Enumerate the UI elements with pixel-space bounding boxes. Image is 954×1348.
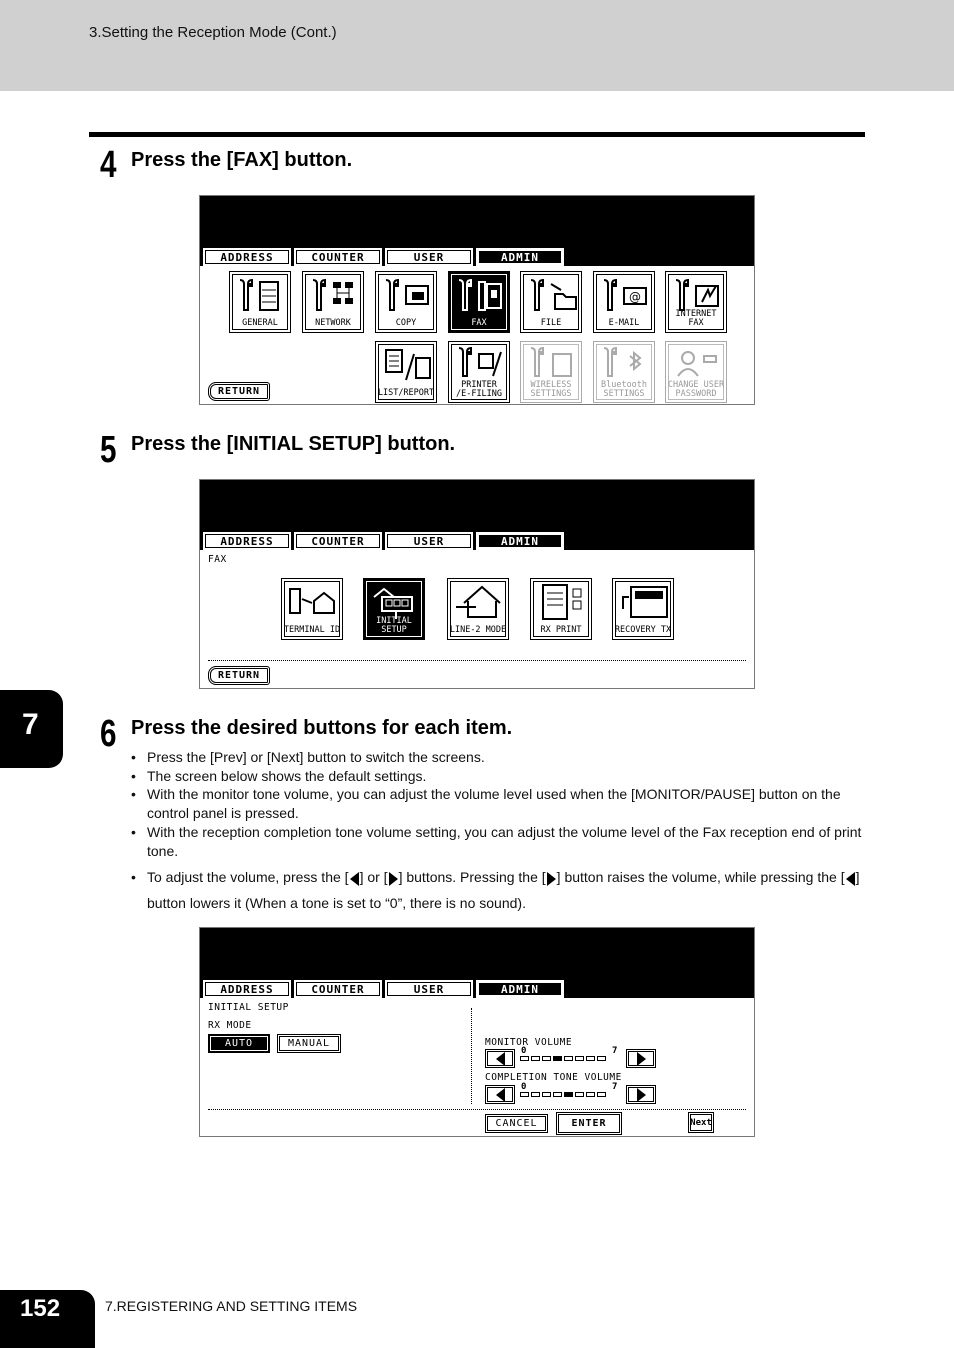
volume-segment <box>531 1056 540 1061</box>
completion-volume-label: COMPLETION TONE VOLUME <box>485 1072 622 1083</box>
mode-tabs <box>203 532 564 550</box>
general-button[interactable] <box>229 271 291 333</box>
line2-mode-label: LINE-2 MODE <box>449 625 507 635</box>
right-arrow-icon <box>389 872 398 886</box>
tab-address[interactable]: ADDRESS <box>203 980 291 998</box>
volume-segment <box>553 1092 562 1097</box>
recovery-tx-icon <box>617 583 671 621</box>
network-label: NETWORK <box>315 318 351 328</box>
note-item: • Press the [Prev] or [Next] button to switch the screens. <box>131 748 871 767</box>
volume-segment <box>531 1092 540 1097</box>
volume-segment <box>542 1056 551 1061</box>
list-report-button[interactable] <box>375 341 437 403</box>
note-item: • The screen below shows the default settings. <box>131 767 871 786</box>
tab-counter[interactable]: COUNTER <box>294 248 382 266</box>
section-rule <box>89 132 865 137</box>
step-number: 4 <box>100 144 117 186</box>
recovery-tx-label: RECOVERY TX <box>614 625 672 635</box>
wrench-network-icon <box>307 276 361 314</box>
rx-mode-label: RX MODE <box>208 1020 252 1031</box>
printer-efiling-button[interactable] <box>448 341 510 403</box>
svg-text:@: @ <box>629 290 641 304</box>
file-label: FILE <box>540 318 562 328</box>
monitor-volume-level <box>520 1047 606 1061</box>
left-arrow-icon <box>846 872 855 886</box>
volume-segment <box>520 1092 529 1097</box>
volume-segment <box>520 1056 529 1061</box>
terminal-id-button[interactable] <box>281 578 343 640</box>
wrench-folder-icon <box>525 276 579 314</box>
left-arrow-icon <box>496 1052 505 1066</box>
list-report-label: LIST/REPORT <box>377 388 435 398</box>
column-divider <box>471 1008 472 1104</box>
right-arrow-icon <box>637 1088 646 1102</box>
volume-segment <box>564 1092 573 1097</box>
list-report-icon <box>380 346 434 384</box>
right-arrow-icon <box>637 1052 646 1066</box>
wireless-settings-label <box>521 381 581 399</box>
copy-label: COPY <box>395 318 417 328</box>
admin-menu-screen <box>199 195 755 405</box>
tab-user[interactable]: USER <box>385 532 473 550</box>
bluetooth-label-line2: SETTINGS <box>603 389 645 399</box>
initial-setup-screen <box>199 927 755 1137</box>
enter-button[interactable]: ENTER <box>556 1112 622 1135</box>
left-arrow-icon <box>496 1088 505 1102</box>
wrench-fax-icon <box>453 276 507 314</box>
screen-breadcrumb: FAX <box>208 554 227 565</box>
email-label: E-MAIL <box>608 318 640 328</box>
house-line-icon <box>452 583 506 621</box>
internet-fax-button[interactable] <box>665 271 727 333</box>
wrench-copier-icon <box>380 276 434 314</box>
volume-segment <box>553 1056 562 1061</box>
screen-title: INITIAL SETUP <box>208 1002 289 1013</box>
wrench-mail-icon <box>598 276 652 314</box>
printer-label-line2: /E-FILING <box>455 389 503 399</box>
tab-address[interactable]: ADDRESS <box>203 532 291 550</box>
volume-max-label: 7 <box>612 1046 618 1056</box>
next-button[interactable]: Next <box>688 1112 714 1133</box>
note-item <box>131 864 871 916</box>
terminal-house-icon <box>286 583 340 621</box>
rx-print-document-icon <box>535 583 589 621</box>
screen-divider <box>208 660 746 661</box>
chapter-number: 7 <box>22 708 39 741</box>
tab-admin[interactable]: ADMIN <box>476 980 564 998</box>
volume-segment <box>586 1056 595 1061</box>
bluetooth-settings-label <box>594 381 654 399</box>
change-label-line1: CHANGE USER <box>667 380 725 390</box>
wrench-printer-icon <box>234 276 288 314</box>
internet-fax-label: INTERNET FAX <box>675 309 717 328</box>
copy-button[interactable] <box>375 271 437 333</box>
header-band <box>0 0 954 91</box>
tab-admin[interactable]: ADMIN <box>476 532 564 550</box>
initial-setup-label: INITIAL SETUP <box>376 616 412 635</box>
note-text: ] button lowers it (When a tone is set to “0”, there is no sound). <box>147 869 860 912</box>
completion-volume-down-button[interactable] <box>485 1085 515 1104</box>
mode-tabs <box>203 248 564 266</box>
note-item: • With the monitor tone volume, you can adjust the volume level used when the [MONITOR/PAUSE] button on the control panel is pressed. <box>131 785 871 822</box>
running-header: 3.Setting the Reception Mode (Cont.) <box>89 24 337 41</box>
wireless-settings-button <box>520 341 582 403</box>
manual-button[interactable]: MANUAL <box>277 1034 341 1053</box>
volume-segment <box>575 1056 584 1061</box>
screen-divider <box>208 1109 746 1110</box>
note-text: ] buttons. Pressing the [ <box>398 869 546 886</box>
step-title: Press the [INITIAL SETUP] button. <box>131 433 456 455</box>
network-button[interactable] <box>302 271 364 333</box>
step-title: Press the [FAX] button. <box>131 149 353 171</box>
return-button[interactable]: RETURN <box>208 382 270 401</box>
note-text: To adjust the volume, press the [ <box>147 869 349 886</box>
mode-tabs <box>203 980 564 998</box>
general-label: GENERAL <box>242 318 278 328</box>
user-key-icon <box>670 346 724 384</box>
email-button[interactable] <box>593 271 655 333</box>
step-6-notes <box>131 748 871 916</box>
volume-segment <box>564 1056 573 1061</box>
bluetooth-label-line1: Bluetooth <box>600 380 648 390</box>
volume-min-label: 0 <box>521 1046 527 1056</box>
note-item: • With the reception completion tone volume setting, you can adjust the volume level of the Fax reception end of print tone. <box>131 823 871 860</box>
tab-counter[interactable]: COUNTER <box>294 980 382 998</box>
step-number: 6 <box>100 713 117 755</box>
tab-user[interactable]: USER <box>385 980 473 998</box>
page-number-box <box>0 1290 95 1348</box>
tab-user[interactable]: USER <box>385 248 473 266</box>
file-button[interactable] <box>520 271 582 333</box>
cancel-button[interactable]: CANCEL <box>485 1114 548 1133</box>
tab-address[interactable]: ADDRESS <box>203 248 291 266</box>
printer-efiling-label <box>449 381 509 399</box>
volume-segment <box>542 1092 551 1097</box>
line2-mode-button[interactable] <box>447 578 509 640</box>
note-text: ] button raises the volume, while pressing the [ <box>556 869 845 886</box>
monitor-volume-label: MONITOR VOLUME <box>485 1037 573 1048</box>
terminal-id-label: TERMINAL ID <box>283 625 341 635</box>
volume-segment <box>597 1092 606 1097</box>
monitor-volume-up-button[interactable] <box>626 1049 656 1068</box>
monitor-volume-down-button[interactable] <box>485 1049 515 1068</box>
completion-volume-level <box>520 1083 606 1097</box>
note-text: ] or [ <box>359 869 388 886</box>
fax-button[interactable] <box>448 271 510 333</box>
auto-button[interactable]: AUTO <box>208 1034 270 1053</box>
volume-max-label: 7 <box>612 1082 618 1092</box>
rx-print-label: RX PRINT <box>540 625 582 635</box>
completion-volume-up-button[interactable] <box>626 1085 656 1104</box>
fax-menu-screen <box>199 479 755 689</box>
printer-label-line1: PRINTER <box>461 380 497 390</box>
step-number: 5 <box>100 429 117 471</box>
wrench-bluetooth-icon <box>598 346 652 384</box>
change-user-password-button <box>665 341 727 403</box>
wireless-label-line1: WIRELESS <box>530 380 572 390</box>
page-number: 152 <box>20 1295 61 1322</box>
initial-setup-button[interactable] <box>363 578 425 640</box>
right-arrow-icon <box>547 872 556 886</box>
recovery-tx-button[interactable] <box>612 578 674 640</box>
tab-counter[interactable]: COUNTER <box>294 532 382 550</box>
left-arrow-icon <box>350 872 359 886</box>
step-title: Press the desired buttons for each item. <box>131 717 513 739</box>
bluetooth-settings-button <box>593 341 655 403</box>
rx-print-button[interactable] <box>530 578 592 640</box>
chapter-tab <box>0 690 63 768</box>
change-label-line2: PASSWORD <box>675 389 717 399</box>
fax-label: FAX <box>471 318 487 328</box>
wrench-wireless-icon <box>525 346 579 384</box>
volume-segment <box>586 1092 595 1097</box>
volume-min-label: 0 <box>521 1082 527 1092</box>
wrench-printer-efiling-icon <box>453 346 507 384</box>
return-button[interactable]: RETURN <box>208 666 270 685</box>
wireless-label-line2: SETTINGS <box>530 389 572 399</box>
volume-segment <box>597 1056 606 1061</box>
tab-admin[interactable]: ADMIN <box>476 248 564 266</box>
change-user-password-label <box>666 381 726 399</box>
running-footer: 7.REGISTERING AND SETTING ITEMS <box>105 1298 358 1314</box>
volume-segment <box>575 1092 584 1097</box>
